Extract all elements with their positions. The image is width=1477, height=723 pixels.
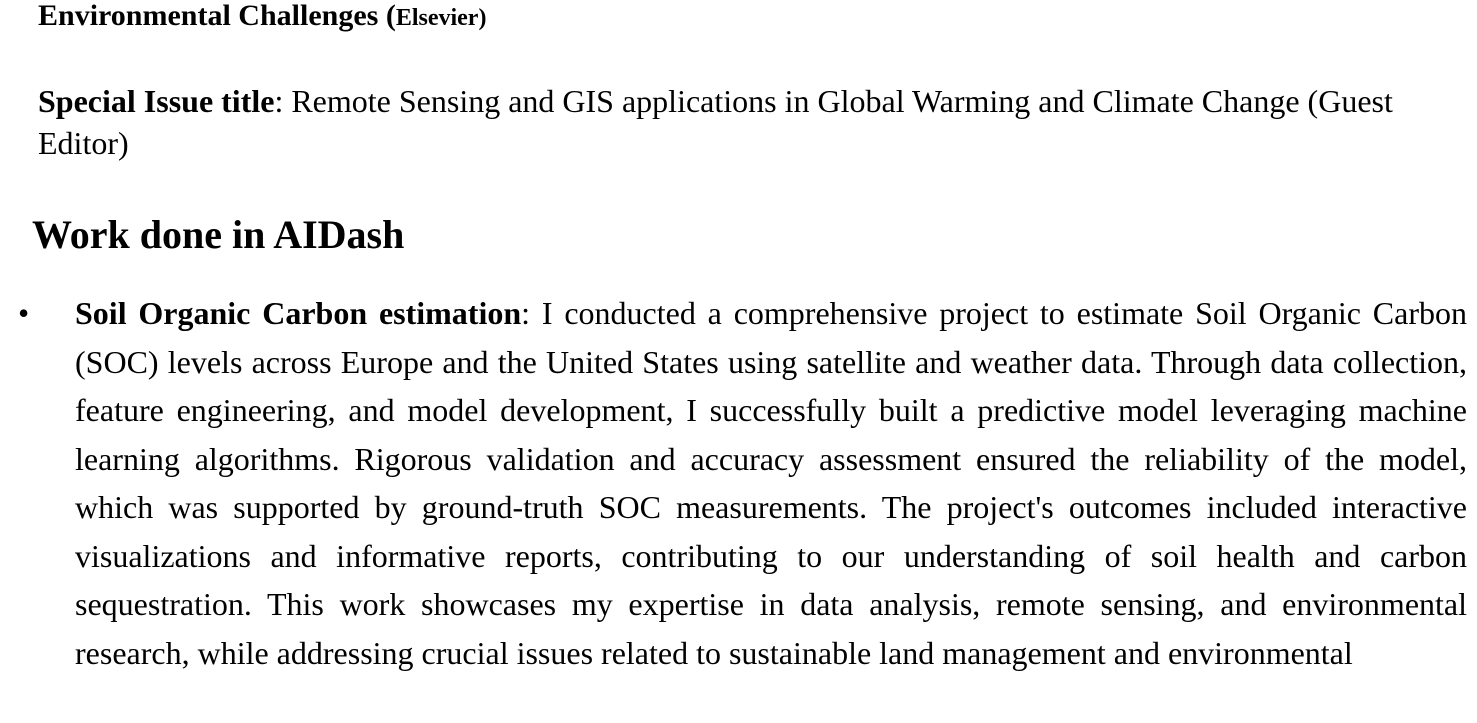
work-item <box>75 289 1467 677</box>
section-heading: Work done in AIDash <box>32 212 405 257</box>
journal-publisher: Elsevier) <box>395 5 487 31</box>
work-item-term: Soil Organic Carbon estimation <box>75 295 522 331</box>
special-issue-separator: : <box>274 83 292 119</box>
special-issue-title: Remote Sensing and GIS applications in Global Warming and Climate Change (Guest Editor) <box>38 83 1393 161</box>
journal-line <box>38 0 486 40</box>
bullet-marker: • <box>18 295 30 331</box>
work-item-separator: : <box>521 295 531 331</box>
special-issue-line <box>38 80 1458 164</box>
work-item-description: I conducted a comprehensive project to estimate Soil Organic Carbon (SOC) levels across Europe and the United States using satellite and weather data. Through data collection, feature engineering, and model development, I successfully built a predictive model leveraging machine learning algorithms. Rigorous validation and accuracy assessment ensured the reliability of the model, which was supported by ground-truth SOC measurements. The project's outcomes included interactive visualizations and informative reports, contributing to our understanding of soil health and carbon sequestration. This work showcases my expertise in data analysis, remote sensing, and environmental research, while addressing crucial issues related to sustainable land management and environmental <box>75 295 1468 671</box>
journal-name: Environmental Challenges ( <box>38 0 396 32</box>
special-issue-label: Special Issue title <box>38 83 275 119</box>
